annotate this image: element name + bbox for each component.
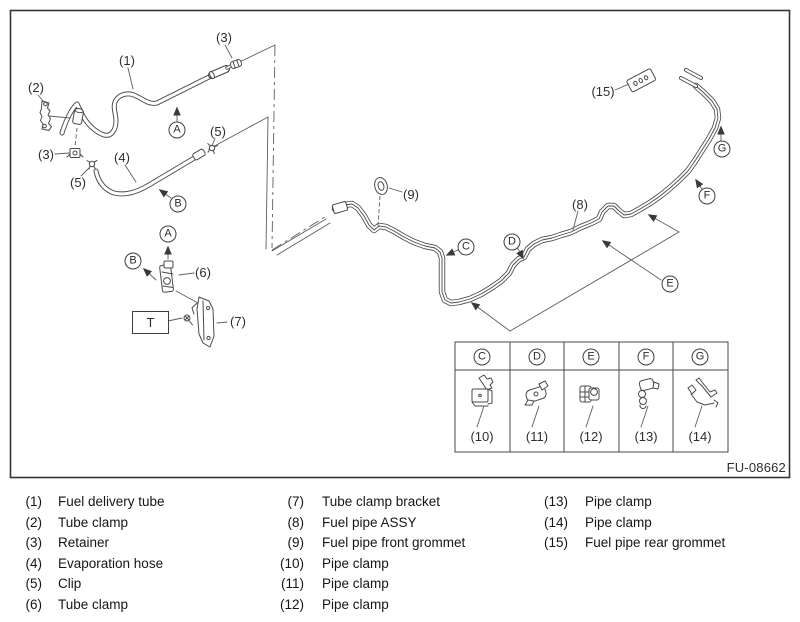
legend-num: (14) (543, 515, 568, 530)
view-marker-g: G (714, 141, 731, 158)
legend-label: Evaporation hose (58, 556, 164, 571)
table-num-12: (12) (579, 429, 603, 444)
legend-num: (7) (287, 494, 304, 509)
callout-8-label: (8) (572, 197, 588, 212)
callout-3-left-label: (3) (38, 147, 54, 162)
legend-label: Pipe clamp (585, 494, 652, 509)
callout-7-label: (7) (230, 314, 246, 329)
legend-label: Fuel pipe front grommet (322, 535, 466, 550)
legend-num: (11) (280, 576, 304, 591)
legend-label: Clip (58, 576, 82, 591)
view-marker-a-mid: A (160, 226, 177, 243)
clamp-icon-12 (580, 386, 599, 402)
legend-label: Tube clamp bracket (322, 494, 441, 509)
view-marker-f: F (699, 188, 716, 205)
callout-3-top-label: (3) (216, 30, 232, 45)
view-marker-a-top: A (169, 122, 186, 139)
legend-label: Pipe clamp (322, 576, 389, 591)
table-header-g: G (692, 349, 709, 366)
view-marker-b-top: B (170, 196, 187, 213)
legend-label: Pipe clamp (585, 515, 652, 530)
table-header-e: E (583, 349, 600, 366)
table-header-c: C (474, 349, 491, 366)
view-marker-b-mid: B (125, 253, 142, 270)
legend-label: Pipe clamp (322, 556, 389, 571)
callout-9-label: (9) (403, 187, 419, 202)
legend-label: Pipe clamp (322, 597, 389, 612)
table-num-13: (13) (634, 429, 658, 444)
callout-1-label: (1) (119, 53, 135, 68)
legend-num: (2) (25, 515, 42, 530)
torque-symbol-box: T (132, 311, 169, 334)
view-marker-e: E (662, 276, 679, 293)
legend-label: Tube clamp (58, 515, 129, 530)
legend-num: (8) (287, 515, 304, 530)
table-num-14: (14) (688, 429, 712, 444)
legend-num: (13) (543, 494, 568, 509)
table-num-11: (11) (525, 429, 549, 444)
table-header-d: D (529, 349, 546, 366)
legend-num: (3) (25, 535, 42, 550)
legend-label: Fuel pipe ASSY (322, 515, 417, 530)
legend-num: (15) (543, 535, 568, 550)
callout-5-left-label: (5) (70, 175, 86, 190)
legend-label: Fuel delivery tube (58, 494, 165, 509)
legend-label: Retainer (58, 535, 110, 550)
callout-6-label: (6) (195, 265, 211, 280)
table-num-10: (10) (470, 429, 494, 444)
legend-num: (1) (25, 494, 42, 509)
view-marker-d: D (504, 234, 521, 251)
legend-num: (6) (25, 597, 42, 612)
view-marker-c: C (458, 239, 475, 256)
legend-num: (10) (279, 556, 304, 571)
legend-label: Fuel pipe rear grommet (585, 535, 726, 550)
callout-2-label: (2) (28, 80, 44, 95)
callout-4-label: (4) (114, 150, 130, 165)
legend-num: (5) (25, 576, 42, 591)
callout-15-label: (15) (591, 84, 615, 99)
legend-num: (9) (287, 535, 304, 550)
table-header-f: F (638, 349, 655, 366)
legend-label: Tube clamp (58, 597, 129, 612)
legend-num: (12) (279, 597, 304, 612)
legend-num: (4) (25, 556, 42, 571)
callout-5-right-label: (5) (210, 124, 226, 139)
figure-code: FU-08662 (726, 460, 786, 475)
